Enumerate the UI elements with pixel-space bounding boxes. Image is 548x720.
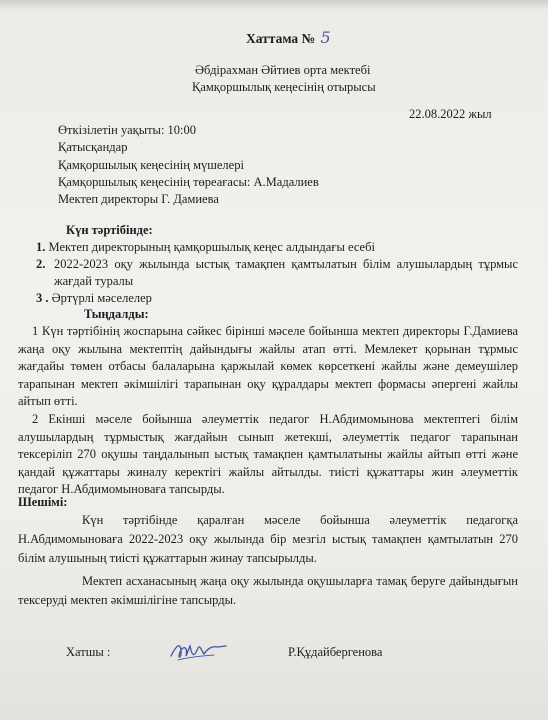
heard-paragraph-2: 2 Екінші мәселе бойынша әлеуметтік педагог Н.Абдимомынова мектептегі білім алушылардың тұрмыстық жағдайын сынып жетекші, әлеуметтік педагог тарапынан тексеріліп 270 оқушы таңдалынып ыстық тамақпен қамтылатыны жайлы айтып өтті және қандай құжаттары жиналу керектігі жайлы айтылды. тиісті құжаттары жин әлеуметтік педагог Н.Абдимомыноваға тапсырды. [18, 412, 518, 497]
heard-paragraph-1: 1 Күн тәртібінің жоспарына сәйкес бірінші мәселе бойынша мектеп директоры Г.Дамиева жаңа оқу жылына мектептің дайындығы жайлы атап өтті. Мемлекет қорынан тұрмыс жағдайы төмен отбасы балаларына қаржылай көмек көрсеткені жайлы және демеушілер тарапынан мектеп әкімшілігі тарапынан оқу құралдары мектеп формасы әпергені жайлы айтып өтті. [18, 324, 518, 409]
page-shadow [0, 0, 548, 10]
decision-paragraph-2: Мектеп асханасының жаңа оқу жылында оқушыларға тамақ беруге дайындығын тексеруді мектеп әкімшілігіне тапсырды. [18, 574, 518, 607]
present-label: Қатысқандар [58, 140, 128, 154]
meeting-date: 22.08.2022 жыл [409, 107, 492, 121]
agenda-item-number: 2. [36, 257, 46, 271]
handwritten-signature [168, 638, 230, 666]
agenda-item-text: Әртүрлі мәселелер [51, 291, 152, 305]
council-members: Қамқоршылық кеңесінің мүшелері [58, 158, 244, 172]
agenda-item-text: 2022-2023 оқу жылында ыстық тамақпен қамтылатын білім алушылардың тұрмыс жағдай туралы [54, 257, 518, 288]
secretary-label: Хатшы : [66, 645, 111, 659]
document-title [246, 30, 331, 47]
heard-heading: Тыңдалды: [84, 307, 149, 321]
secretary-name: Р.Құдайбергенова [288, 645, 383, 659]
decision-heading: Шешімі: [18, 495, 68, 509]
agenda-item-text: Мектеп директорының қамқоршылық кеңес алдындағы есебі [48, 240, 375, 254]
school-name: Әбдірахман Әйтиев орта мектебі [195, 63, 371, 77]
agenda-item-number: 3 . [36, 291, 49, 305]
agenda-item [36, 290, 152, 306]
agenda-item [36, 239, 375, 255]
council-chair: Қамқоршылық кеңесінің төреағасы: А.Мадалиев [58, 175, 319, 189]
school-director: Мектеп директоры Г. Дамиева [58, 192, 219, 206]
council-meeting: Қамқоршылық кеңесінің отырысы [192, 80, 376, 94]
protocol-number: 5 [320, 28, 331, 47]
meeting-time: Өткізілетін уақыты: 10:00 [58, 123, 197, 137]
agenda-item-number: 1. [36, 240, 46, 254]
decision-paragraph-1: Күн тәртібінде қаралған мәселе бойынша әлеуметтік педагогқа Н.Абдимомыноваға 2022-2023 оқу жылында бір мезгіл ыстық тамақпен қамтылатын 270 білім алушының тиісті құжаттарын жинау тапсырылды. [18, 513, 518, 565]
agenda-heading: Күн тәртібінде: [66, 223, 153, 237]
title-label: Хаттама № [246, 31, 316, 46]
